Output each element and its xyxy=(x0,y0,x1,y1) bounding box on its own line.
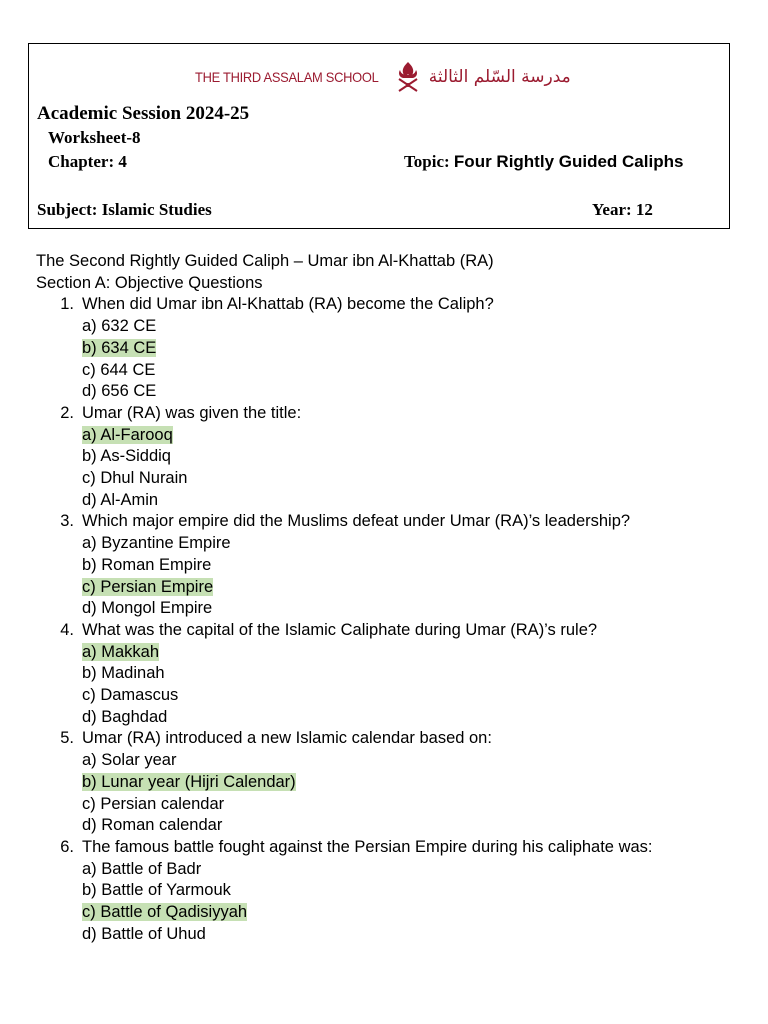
correct-answer-highlight: b) Lunar year (Hijri Calendar) xyxy=(82,772,296,791)
question-row xyxy=(36,728,736,750)
school-name-english: THE THIRD ASSALAM SCHOOL xyxy=(195,69,379,85)
question-text: Umar (RA) introduced a new Islamic calendar based on: xyxy=(82,729,492,748)
answer-option xyxy=(82,468,736,490)
school-name-arabic: مدرسة السّلم الثالثة xyxy=(428,67,571,87)
answer-option xyxy=(82,446,736,468)
answer-option xyxy=(82,815,736,837)
answer-option xyxy=(82,663,736,685)
answer-option xyxy=(82,685,736,707)
correct-answer-highlight: b) 634 CE xyxy=(82,338,157,357)
answer-option-label: d) 656 CE xyxy=(82,382,157,401)
topic-value: Four Rightly Guided Caliphs xyxy=(453,152,684,171)
answer-option-label: c) Damascus xyxy=(82,686,179,705)
correct-answer-highlight: a) Al-Farooq xyxy=(82,425,173,444)
question-row xyxy=(36,837,736,859)
answer-option xyxy=(82,924,736,946)
question-text: Which major empire did the Muslims defeat under Umar (RA)’s leadership? xyxy=(82,512,631,531)
worksheet-body xyxy=(36,251,736,946)
question-text: Umar (RA) was given the title: xyxy=(82,403,302,422)
subject: Subject: Islamic Studies xyxy=(37,200,212,219)
answer-option xyxy=(82,316,736,338)
answer-option xyxy=(82,794,736,816)
question-text: When did Umar ibn Al-Khattab (RA) become the Caliph? xyxy=(82,295,494,314)
worksheet-number: Worksheet-8 xyxy=(48,128,141,147)
answer-option xyxy=(82,750,736,772)
question-item xyxy=(36,294,736,403)
answer-option-label: b) Madinah xyxy=(82,664,165,683)
year-level: Year: 12 xyxy=(592,200,653,219)
school-emblem-icon xyxy=(395,60,421,94)
answer-option-label: c) 644 CE xyxy=(82,360,156,379)
question-row xyxy=(36,620,736,642)
worksheet-title: The Second Rightly Guided Caliph – Umar ibn Al-Khattab (RA) xyxy=(36,252,494,270)
answer-option xyxy=(82,598,736,620)
answer-option-label: d) Baghdad xyxy=(82,707,168,726)
question-number: 4. xyxy=(60,620,74,639)
answer-option-label: d) Al-Amin xyxy=(82,490,159,509)
question-item xyxy=(36,728,736,837)
question-number: 3. xyxy=(60,512,74,531)
answer-option xyxy=(82,555,736,577)
answer-option-label: b) Battle of Yarmouk xyxy=(82,881,231,900)
answer-option-label: b) As-Siddiq xyxy=(82,447,171,466)
answer-option-label: b) Roman Empire xyxy=(82,555,212,574)
question-row xyxy=(36,511,736,533)
academic-session: Academic Session 2024-25 xyxy=(37,103,250,124)
question-row xyxy=(36,294,736,316)
answer-option xyxy=(82,707,736,729)
answer-option xyxy=(82,902,736,924)
answer-option-label: c) Dhul Nurain xyxy=(82,469,188,488)
answer-option-label: a) Solar year xyxy=(82,751,177,770)
chapter-number: Chapter: 4 xyxy=(48,152,127,171)
question-number: 1. xyxy=(60,295,74,314)
answer-option xyxy=(82,338,736,360)
topic-label: Topic: xyxy=(404,152,450,171)
correct-answer-highlight: a) Makkah xyxy=(82,642,160,661)
question-item xyxy=(36,403,736,512)
topic xyxy=(404,152,683,172)
question-item xyxy=(36,620,736,729)
answer-option-label: d) Roman calendar xyxy=(82,816,223,835)
answer-option-label: d) Battle of Uhud xyxy=(82,924,206,943)
answer-option-label: a) Battle of Badr xyxy=(82,859,202,878)
answer-option xyxy=(82,381,736,403)
school-logo xyxy=(29,60,729,94)
answer-option xyxy=(82,577,736,599)
answer-option-label: a) 632 CE xyxy=(82,317,157,336)
answer-option xyxy=(82,642,736,664)
correct-answer-highlight: c) Persian Empire xyxy=(82,577,214,596)
answer-option xyxy=(82,533,736,555)
answer-option-label: d) Mongol Empire xyxy=(82,599,213,618)
section-heading: Section A: Objective Questions xyxy=(36,273,263,292)
worksheet-header xyxy=(28,43,730,229)
question-item xyxy=(36,511,736,620)
answer-option-label: c) Persian calendar xyxy=(82,794,225,813)
question-row xyxy=(36,403,736,425)
answer-option-label: a) Byzantine Empire xyxy=(82,534,231,553)
answer-option xyxy=(82,772,736,794)
answer-option xyxy=(82,360,736,382)
question-item xyxy=(36,837,736,946)
correct-answer-highlight: c) Battle of Qadisiyyah xyxy=(82,903,248,922)
question-list xyxy=(36,294,736,945)
answer-option xyxy=(82,880,736,902)
question-number: 5. xyxy=(60,729,74,748)
question-text: The famous battle fought against the Persian Empire during his caliphate was: xyxy=(82,837,653,856)
question-number: 6. xyxy=(60,837,74,856)
question-text: What was the capital of the Islamic Caliphate during Umar (RA)’s rule? xyxy=(82,620,598,639)
question-number: 2. xyxy=(60,403,74,422)
answer-option xyxy=(82,490,736,512)
answer-option xyxy=(82,425,736,447)
answer-option xyxy=(82,859,736,881)
